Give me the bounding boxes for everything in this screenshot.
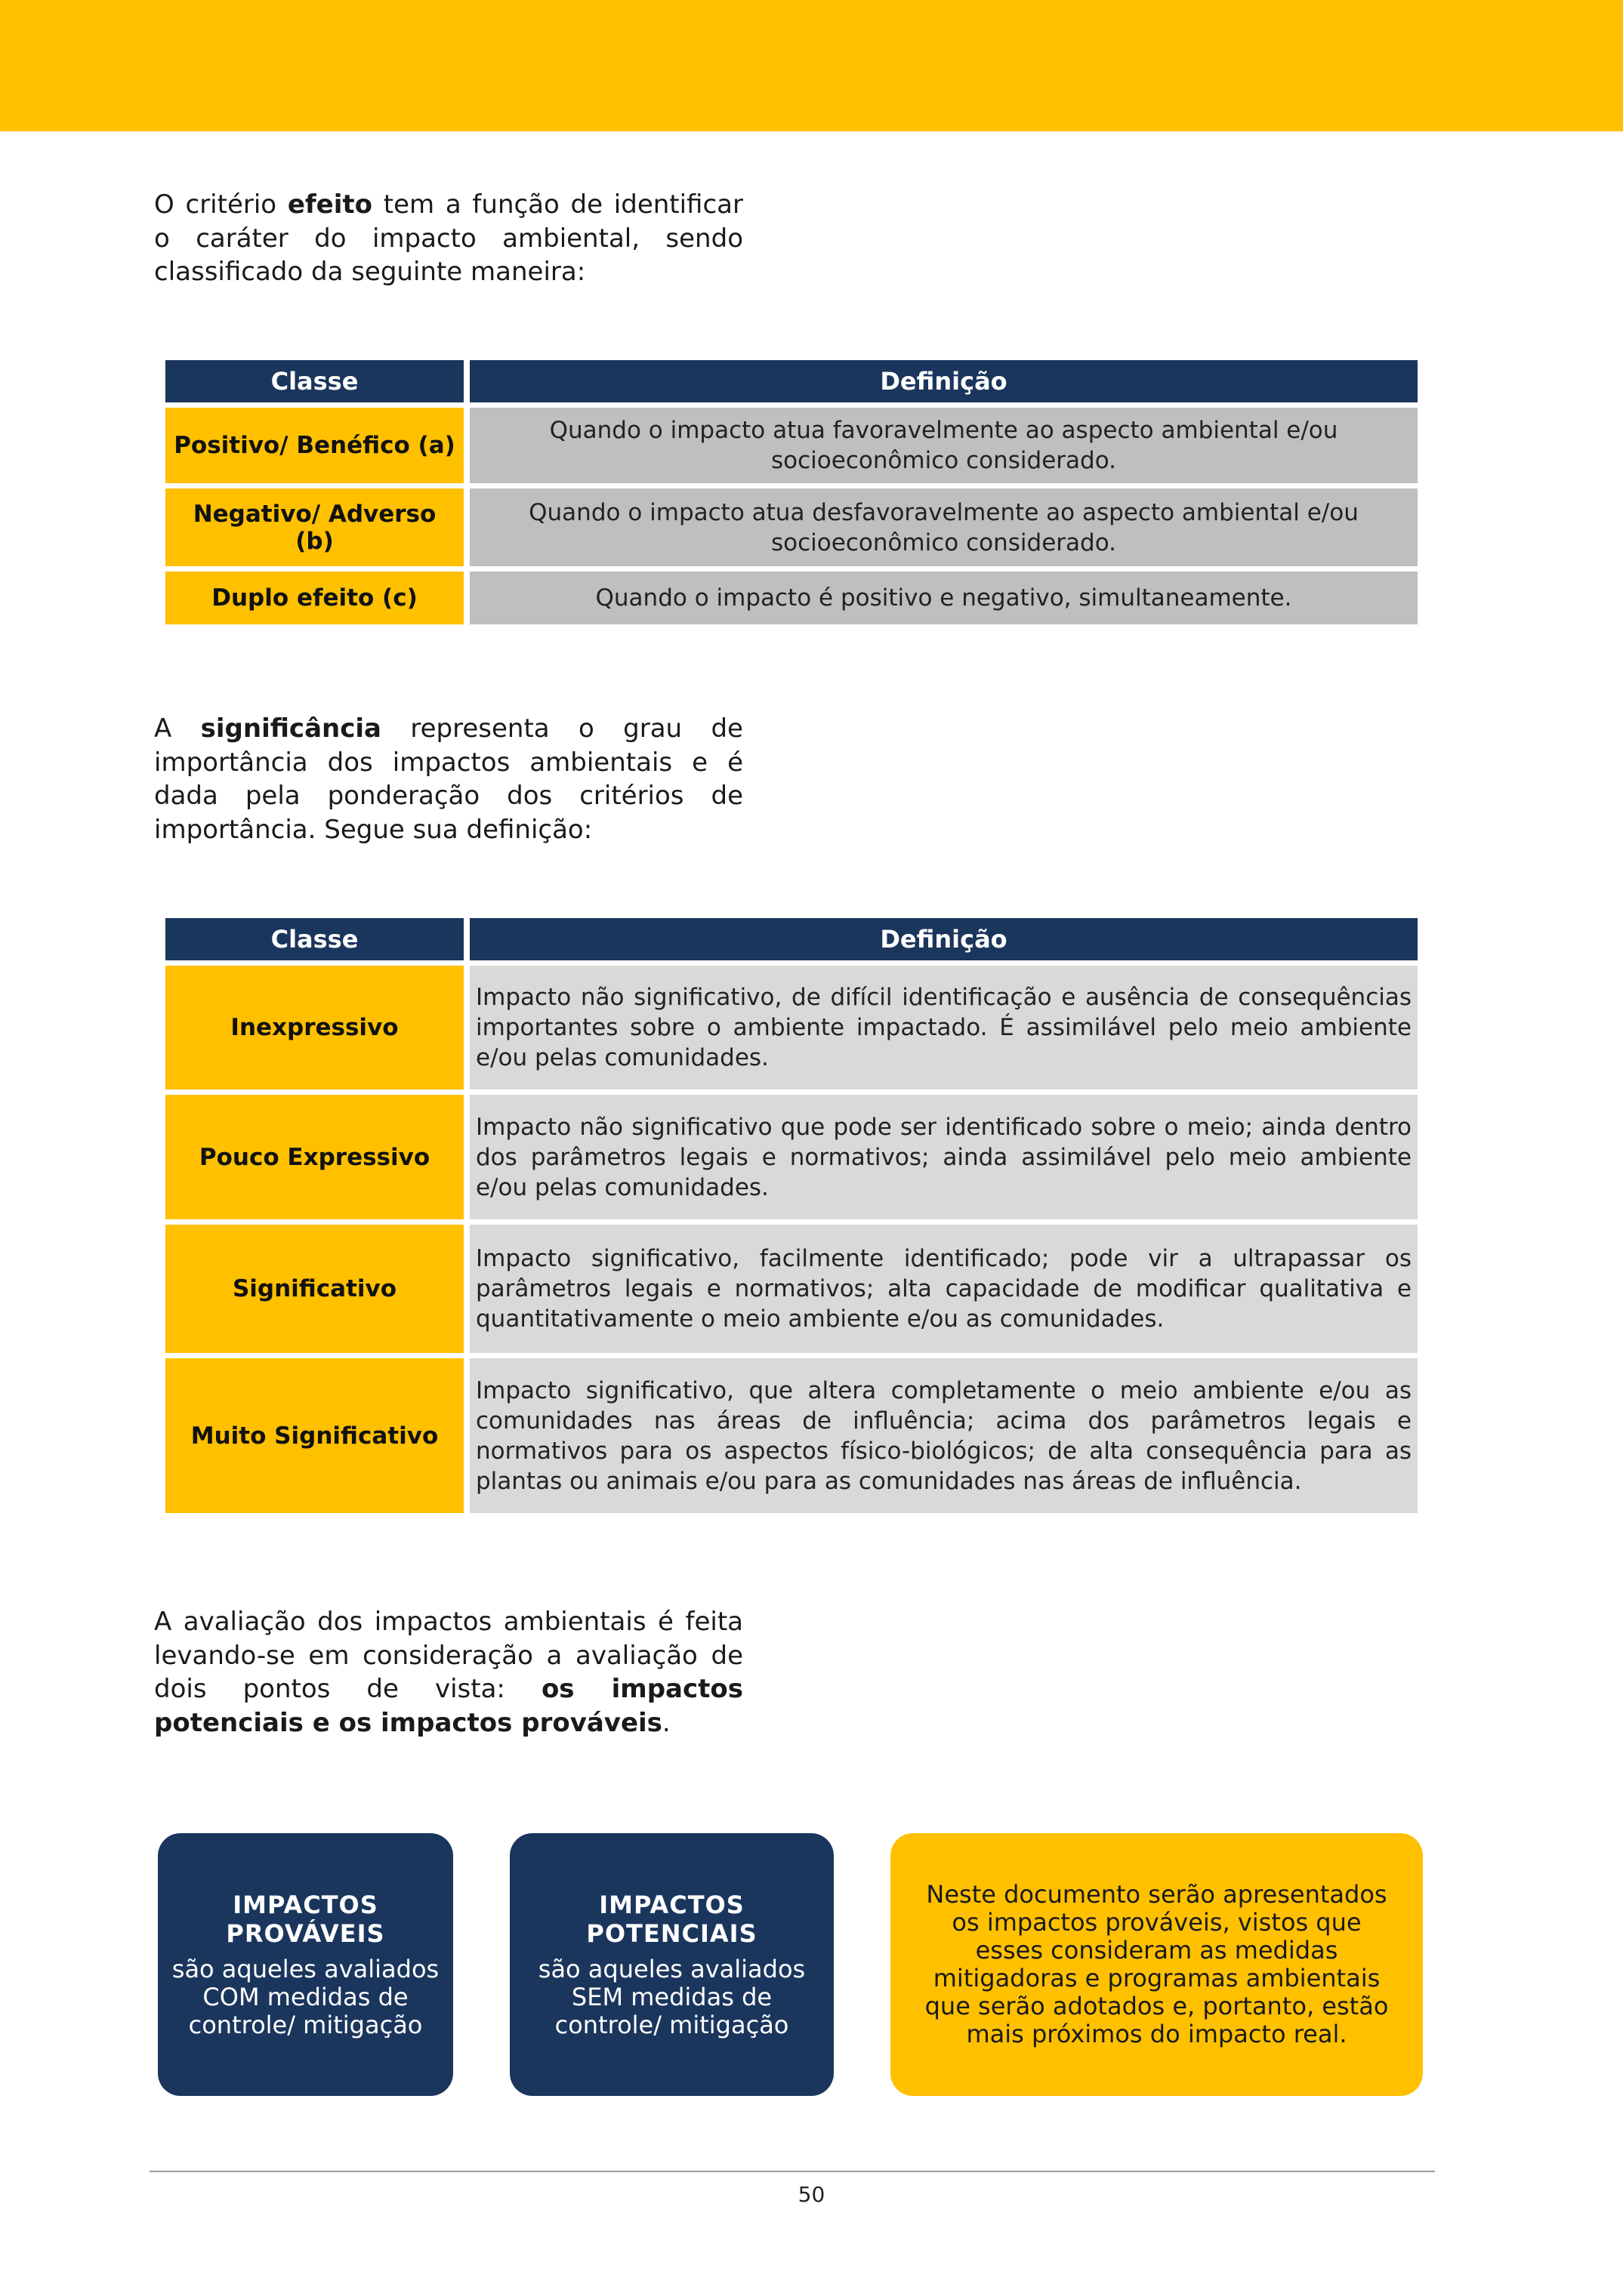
definicao-cell: Quando o impacto é positivo e negativo, simultaneamente. bbox=[470, 572, 1418, 624]
impactos-potenciais-box bbox=[510, 1833, 834, 2096]
impactos-provaveis-box bbox=[158, 1833, 453, 2096]
significancia-intro-paragraph: A significância representa o grau de importância dos impactos ambientais e é dada pela ponderação dos critérios de importância. Segue sua definição: bbox=[154, 713, 743, 845]
table-row bbox=[165, 408, 1418, 483]
classe-cell: Muito Significativo bbox=[165, 1358, 464, 1513]
box-body: são aqueles avaliados COM medidas de controle/ mitigação bbox=[171, 1954, 440, 2039]
classe-cell: Duplo efeito (c) bbox=[165, 572, 464, 624]
footer-divider bbox=[150, 2171, 1435, 2172]
efeito-table bbox=[159, 355, 1424, 630]
header-definicao: Definição bbox=[470, 918, 1418, 960]
significancia-term: significância bbox=[200, 713, 381, 744]
table-row bbox=[165, 1358, 1418, 1513]
box-title: IMPACTOS POTENCIAIS bbox=[586, 1890, 758, 1948]
table-row bbox=[165, 1225, 1418, 1353]
table-header-row bbox=[165, 918, 1418, 960]
definicao-cell: Impacto significativo, que altera completamente o meio ambiente e/ou as comunidades nas áreas de influência; acima dos parâmetros legais e normativos para os aspectos físico-biológicos; de alta consequência para as plantas ou animais e/ou para as comunidades nas áreas de influência. bbox=[470, 1358, 1418, 1513]
efeito-term: efeito bbox=[287, 190, 373, 220]
box-title: IMPACTOS PROVÁVEIS bbox=[226, 1890, 385, 1948]
header-classe: Classe bbox=[165, 360, 464, 402]
box-body: são aqueles avaliados SEM medidas de controle/ mitigação bbox=[538, 1954, 806, 2039]
table-row bbox=[165, 966, 1418, 1089]
page-number: 50 bbox=[798, 2182, 825, 2207]
header-band bbox=[0, 0, 1623, 131]
classe-cell: Inexpressivo bbox=[165, 966, 464, 1089]
classe-cell: Positivo/ Benéfico (a) bbox=[165, 408, 464, 483]
definicao-cell: Quando o impacto atua favoravelmente ao aspecto ambiental e/ou socioeconômico considerado. bbox=[470, 408, 1418, 483]
header-classe: Classe bbox=[165, 918, 464, 960]
classe-cell: Negativo/ Adverso (b) bbox=[165, 488, 464, 566]
efeito-intro-paragraph: O critério efeito tem a função de identificar o caráter do impacto ambiental, sendo classificado da seguinte maneira: bbox=[154, 190, 743, 287]
definicao-cell: Impacto não significativo, de difícil identificação e ausência de consequências importantes sobre o ambiente impactado. É assimilável pelo meio ambiente e/ou pelas comunidades. bbox=[470, 966, 1418, 1089]
significancia-table bbox=[159, 913, 1424, 1518]
box-body: Neste documento serão apresentados os impactos prováveis, vistos que esses consideram as medidas mitigadoras e programas ambientais que serão adotados e, portanto, estão mais próximos do impacto real. bbox=[924, 1880, 1389, 2048]
header-definicao: Definição bbox=[470, 360, 1418, 402]
classe-cell: Pouco Expressivo bbox=[165, 1095, 464, 1219]
table-row bbox=[165, 572, 1418, 624]
definicao-cell: Quando o impacto atua desfavoravelmente ao aspecto ambiental e/ou socioeconômico considerado. bbox=[470, 488, 1418, 566]
table-row bbox=[165, 1095, 1418, 1219]
nota-box bbox=[890, 1833, 1423, 2096]
classe-cell: Significativo bbox=[165, 1225, 464, 1353]
definicao-cell: Impacto significativo, facilmente identificado; pode vir a ultrapassar os parâmetros legais e normativos; alta capacidade de modificar qualitativa e quantitativamente o meio ambiente e/ou as comunidades. bbox=[470, 1225, 1418, 1353]
definicao-cell: Impacto não significativo que pode ser identificado sobre o meio; ainda dentro dos parâmetros legais e normativos; ainda assimilável pelo meio ambiente e/ou pelas comunidades. bbox=[470, 1095, 1418, 1219]
avaliacao-term: os impactos potenciais e os impactos prováveis bbox=[154, 1674, 743, 1738]
table-header-row bbox=[165, 360, 1418, 402]
avaliacao-intro-paragraph: A avaliação dos impactos ambientais é feita levando-se em consideração a avaliação de dois pontos de vista: os impactos potenciais e os impactos prováveis. bbox=[154, 1607, 743, 1738]
table-row bbox=[165, 488, 1418, 566]
